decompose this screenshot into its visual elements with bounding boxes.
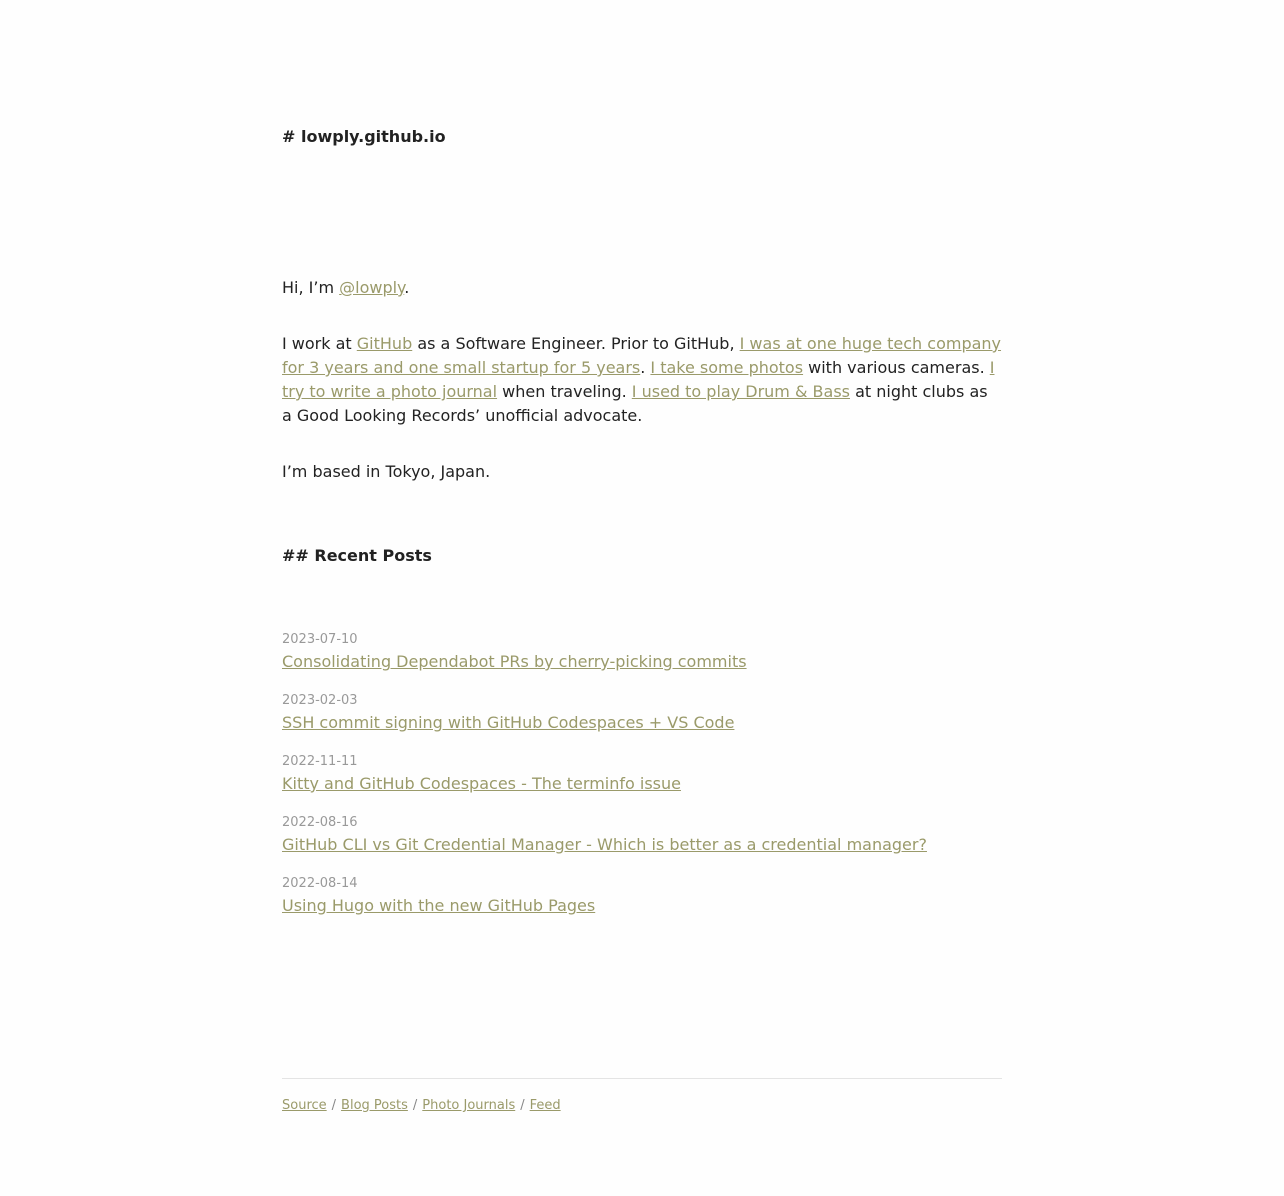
intro-location: I’m based in Tokyo, Japan. (282, 462, 491, 481)
drum-and-bass-link[interactable]: I used to play Drum & Bass (631, 382, 850, 401)
footer-separator: / (520, 1098, 525, 1113)
bio-text-5: when traveling. (497, 382, 632, 401)
photos-link[interactable]: I take some photos (650, 358, 804, 377)
bio-text-3: . (640, 358, 651, 377)
post-link[interactable]: SSH commit signing with GitHub Codespaces + VS Code (282, 713, 735, 732)
footer-nav (282, 1078, 1002, 1115)
career-link[interactable]: I was at one huge tech company for 3 years and one small startup for 5 years (282, 334, 1002, 377)
post-link[interactable]: Kitty and GitHub Codespaces - The terminfo issue (282, 774, 681, 793)
bio-text-1: I work at (282, 334, 357, 353)
post-date: 2022-11-11 (282, 754, 358, 769)
post-item (282, 752, 1002, 813)
site-title-link[interactable]: # lowply.github.io (282, 127, 446, 146)
post-link[interactable]: Using Hugo with the new GitHub Pages (282, 896, 596, 915)
post-date: 2022-08-16 (282, 815, 358, 830)
github-link[interactable]: GitHub (356, 334, 413, 353)
recent-posts-list (282, 630, 1002, 935)
photo-journal-link[interactable]: I try to write a photo journal (282, 358, 995, 401)
post-link[interactable]: Consolidating Dependabot PRs by cherry-picking commits (282, 652, 747, 671)
site-title (282, 126, 446, 148)
post-date: 2023-07-10 (282, 632, 358, 647)
intro-bio (282, 332, 1002, 428)
post-link[interactable]: GitHub CLI vs Git Credential Manager - Which is better as a credential manager? (282, 835, 927, 854)
footer-separator: / (412, 1098, 418, 1113)
footer-separator: / (331, 1098, 337, 1113)
post-item (282, 691, 1002, 752)
bio-text-2: as a Software Engineer. Prior to GitHub, (412, 334, 740, 353)
recent-posts-heading: ## Recent Posts (282, 546, 432, 565)
post-item (282, 630, 1002, 691)
post-item (282, 813, 1002, 874)
footer-blog-posts-link[interactable]: Blog Posts (341, 1098, 408, 1113)
post-date: 2023-02-03 (282, 693, 358, 708)
intro-section (282, 276, 1002, 516)
intro-greeting (282, 276, 1002, 300)
profile-link[interactable]: @lowply (339, 278, 405, 297)
post-date: 2022-08-14 (282, 876, 358, 891)
bio-text-6: at night clubs as a Good Looking Records’ unofficial advocate. (282, 382, 988, 425)
footer-source-link[interactable]: Source (282, 1098, 327, 1113)
greeting-text: Hi, I’m (282, 278, 340, 297)
post-item (282, 874, 1002, 935)
footer-photo-journals-link[interactable]: Photo Journals (422, 1098, 516, 1113)
footer-feed-link[interactable]: Feed (529, 1098, 561, 1113)
bio-text-4: with various cameras. (803, 358, 990, 377)
greeting-suffix: . (404, 278, 410, 297)
